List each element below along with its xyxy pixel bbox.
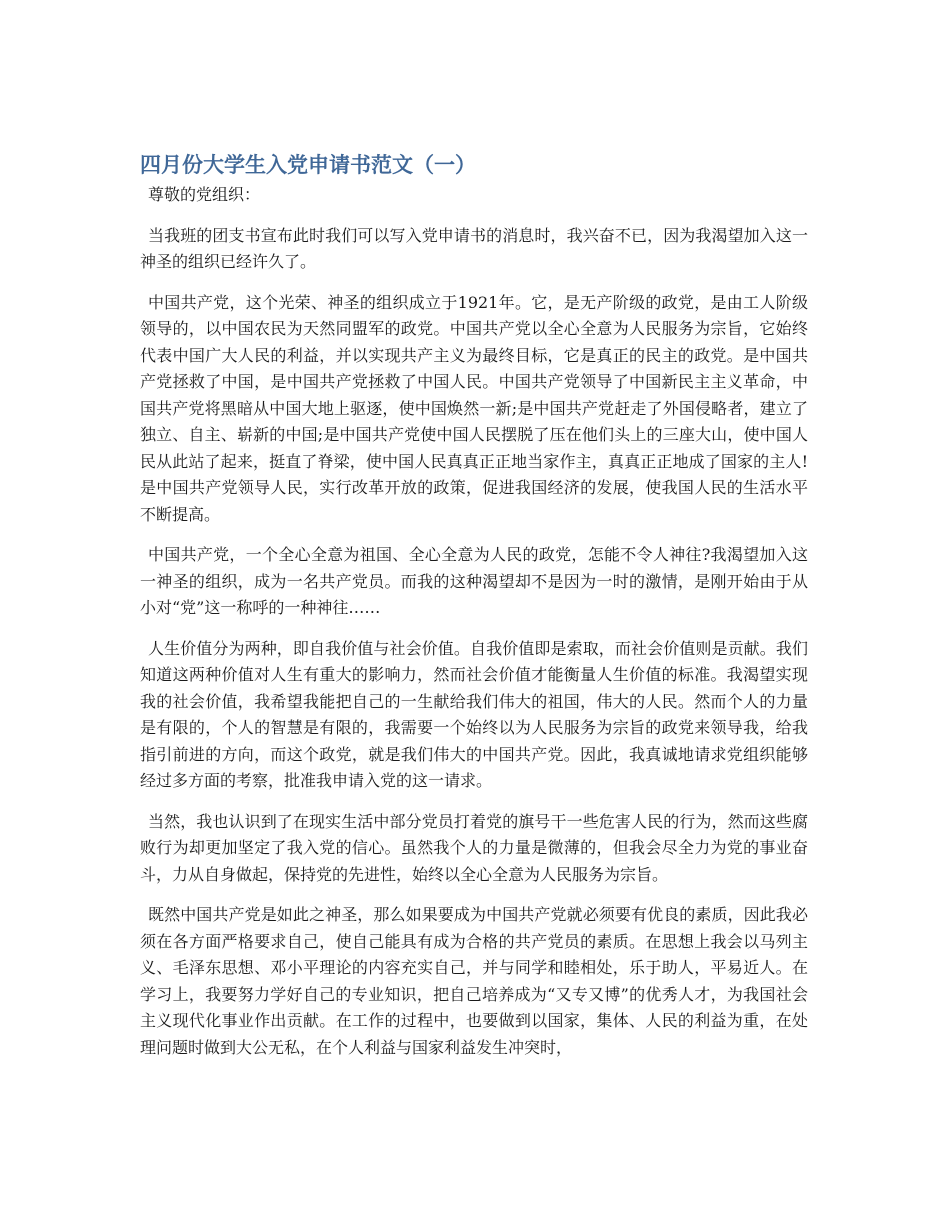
- paragraph-5: 当然，我也认识到了在现实生活中部分党员打着党的旗号干一些危害人民的行为，然而这些腐败行为却更加坚定了我入党的信心。虽然我个人的力量是微薄的，但我会尽全力为党的事业奋斗，力从自身做起，保持党的先进性，始终以全心全意为人民服务为宗旨。: [140, 811, 808, 884]
- paragraph-3: 中国共产党，一个全心全意为祖国、全心全意为人民的政党，怎能不令人神往?我渴望加入这一神圣的组织，成为一名共产党员。而我的这种渴望却不是因为一时的激情，是刚开始由于从小对“党”这一称呼的一种神往……: [140, 545, 808, 617]
- paragraph-6: 既然中国共产党是如此之神圣，那么如果要成为中国共产党就必须要有优良的素质，因此我必须在各方面严格要求自己，使自己能具有成为合格的共产党员的素质。在思想上我会以马列主义、毛泽东思想、邓小平理论的内容充实自己，并与同学和睦相处，乐于助人，平易近人。在学习上，我要努力学好自己的专业知识，把自己培养成为“又专又博”的优秀人才，为我国社会主义现代化事业作出贡献。在工作的过程中，也要做到以国家，集体、人民的利益为重，在处理问题时做到大公无私，在个人利益与国家利益发生冲突时，: [140, 905, 808, 1057]
- document-page: [140, 150, 808, 1075]
- salutation: 尊敬的党组织：: [148, 185, 261, 204]
- paragraph-2: 中国共产党，这个光荣、神圣的组织成立于1921年。它，是无产阶级的政党，是由工人阶级领导的，以中国农民为天然同盟军的政党。中国共产党以全心全意为人民服务为宗旨，它始终代表中国广大人民的利益，并以实现共产主义为最终目标，它是真正的民主的政党。是中国共产党拯救了中国，是中国共产党拯救了中国人民。中国共产党领导了中国新民主主义革命，中国共产党将黑暗从中国大地上驱逐，使中国焕然一新;是中国共产党赶走了外国侵略者，建立了独立、自主、崭新的中国;是中国共产党使中国人民摆脱了压在他们头上的三座大山，使中国人民从此站了起来，挺直了脊梁，使中国人民真真正正地当家作主，真真正正地成了国家的主人!是中国共产党领导人民，实行改革开放的政策，促进我国经济的发展，使我国人民的生活水平不断提高。: [140, 292, 808, 524]
- paragraph-1: 当我班的团支书宣布此时我们可以写入党申请书的消息时，我兴奋不已，因为我渴望加入这一神圣的组织已经许久了。: [140, 225, 808, 271]
- document-title: 四月份大学生入党申请书范文（一）: [140, 153, 476, 177]
- paragraph-4: 人生价值分为两种，即自我价值与社会价值。自我价值即是索取，而社会价值则是贡献。我们知道这两种价值对人生有重大的影响力，然而社会价值才能衡量人生价值的标准。我渴望实现我的社会价值，我希望我能把自己的一生献给我们伟大的祖国，伟大的人民。然而个人的力量是有限的，个人的智慧是有限的，我需要一个始终以为人民服务为宗旨的政党来领导我，给我指引前进的方向，而这个政党，就是我们伟大的中国共产党。因此，我真诚地请求党组织能够经过多方面的考察，批准我申请入党的这一请求。: [140, 638, 808, 790]
